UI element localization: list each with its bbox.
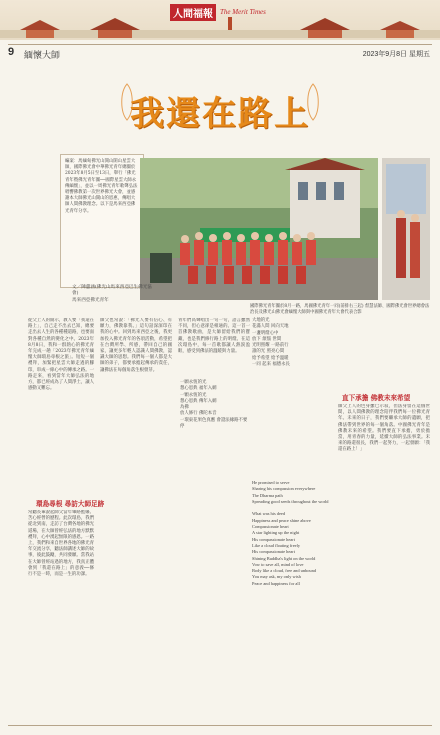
poem-en-line: Compassionate heart bbox=[252, 524, 289, 530]
article-column-1: 從父上人的開示，教人要「我還在路上」，自己走不出去已知，總要走出去人生的各種種道路，也要面對各種自然的變化之中。2023年8月8日，我和一群熱心的佛光青年完成一趟「2023年佛光青年緬懷大師環島尋根之旅」。短短一個禮拜，加緊把星雲大師走過的腳印，串成一條心中的傳承之路。一路走來，看到當年大師弘法的地方，都已經成為了人間淨土，讓人感動又難忘。 bbox=[28, 318, 94, 392]
poem-line: 光明照耀 一路前行 bbox=[252, 343, 289, 349]
side-photo bbox=[382, 158, 430, 300]
poem-en-line: Peace and happiness for all bbox=[252, 580, 300, 586]
poem-chinese-right bbox=[252, 318, 322, 368]
group-photo bbox=[140, 158, 378, 300]
poem-en-line: The Dharma path bbox=[252, 492, 283, 498]
newspaper-logo bbox=[170, 4, 266, 20]
poem-line: 放下 煩惱 世間 bbox=[252, 336, 282, 342]
poem-line: 一顆永恆的光 bbox=[180, 392, 207, 398]
poem-chinese-left bbox=[180, 380, 248, 430]
poem-en-line: Happiness and peace shine above bbox=[252, 517, 311, 523]
article-column-3: 師父也常說：「佛光人要有信心、有願力，佛教靠我。」這句話深深印在我的心中。回到馬來西亞之後，我更加投入佛光青年的各項活動，希望把在台灣所學、所感，帶回自己的國家，讓更多年輕人認識人間佛教，認識大師的思想。我們每一個人都是大師的弟子，都要承擔起傳承的責任，讓佛法在每個角落生根發芽。 bbox=[100, 318, 172, 373]
masthead bbox=[0, 0, 440, 40]
poem-en-line: Shining Buddha's light on the world bbox=[252, 555, 316, 561]
poem-en-line: Spreading good seeds throughout the world bbox=[252, 498, 329, 504]
poem-en-line: Sharing his compassion everywhere bbox=[252, 486, 316, 492]
headline: 我還在路上 bbox=[130, 94, 310, 134]
byline: 文／陳蕙涵(佛光山馬來西亞巴生佛光協會) 馬來西亞佛光青年 bbox=[72, 285, 152, 303]
article-column-5: 師父上人的色身雖已示寂，但法身留在這個世間，以人間佛教的理念陪伴我們每一位佛光青年。未來的日子，我們要繼承大師的遺願，把佛法帶到世界的每一個角落。中國佛光青年是佛教未來的希望。我們要直下承擔，勇於擔當，用青春的力量，延續大師的弘法事業。未來的路還很長，我們一起努力，一起發願：「我還在路上！」 bbox=[338, 404, 430, 453]
header-divider bbox=[8, 44, 432, 45]
poem-line: 一同 起来 福德永長 bbox=[252, 362, 290, 368]
poem-line: 大地的光 bbox=[252, 318, 270, 323]
poem-en-line: His compassionate heart bbox=[252, 549, 295, 555]
poem-line: 放人修行 佛陀本音 bbox=[180, 411, 217, 417]
issue-date: 2023年9月8日 星期五 bbox=[362, 51, 430, 58]
poem-line: 一盞明燈心中 bbox=[252, 330, 279, 336]
page-number: 9 bbox=[8, 46, 15, 58]
poem-en-line: He promised to serve bbox=[252, 480, 290, 485]
subhead-2: 直下承擔 佛教未來希望 bbox=[342, 394, 411, 402]
poem-en-line: His compassionate heart bbox=[252, 536, 295, 542]
poem-line: 想心恩典 傳年入網 bbox=[180, 398, 217, 404]
photo-caption: 國際佛光青年團於8月一路，馬國佛光青年一同(前排右三起) 督慧法師、國際佛光會世界總會法治長及佛光山佛光會緬懷大師與中國佛光青年大會代表合影 bbox=[250, 304, 430, 315]
logo-english: The Merit Times bbox=[220, 8, 266, 16]
poem-en-line: Like a cloud floating freely bbox=[252, 542, 301, 548]
side-photo-illustration bbox=[382, 158, 430, 300]
article-column-2: 常聽長輩說起師父當年篳路藍縷、苦心經營的歷程。此次環島，我們從北到南，走訪了台灣各地的佛光道場，在大師曾經弘法的地方默默禮拜，心中湧起無限的感恩。一路上，我們和來自世界各地的佛光青年交流分享，聽法師講述大師的故事，彼此鼓勵，共同發願。當我站在大師曾經站過的地方，我真正體會到「我還在路上」的意義──修行不是一時，而是一生的功課。 bbox=[28, 510, 94, 578]
poem-en-line: You may ask, my only wish bbox=[252, 574, 301, 580]
poem-en-line: Vow to save all, mind of love bbox=[252, 561, 304, 567]
poem-en-line: Body like a cloud, free and unbound bbox=[252, 568, 317, 574]
poem-english bbox=[252, 480, 330, 587]
article-column-4: 青年們高聲唱出一句一句，語言雖然不同，但心意卻是相通的。這一首一首佛教歌曲，是大師留給我們的寶藏，也是我們修行路上的明燈。在這次環島中，每一首歌都讓人熱淚盈眶，感受到佛法的溫暖與力量。 bbox=[178, 318, 250, 355]
poem-en-line: A star lighting up the night bbox=[252, 530, 300, 536]
logo-chinese: 人間福報 bbox=[170, 4, 216, 21]
poem-line: 花滿人間 回向天地 bbox=[252, 324, 289, 330]
group-photo-illustration bbox=[140, 158, 378, 300]
footer-divider bbox=[8, 725, 432, 726]
lead-paragraph: 編案：馬緬甸佛光山開山開山星雲大師，國際佛光會中華佛光青年總團於2023年8月5日至13日，舉行「佛光青年暨佛光青年團──國際星雲大師永傳緬懷」，並以一周佛光青年歌聲弘法唱響佛教第一次世界佛光大會，並感謝本大師佛光山開山的恩惠，傳唱大師人間佛教理念。以下是馬來西亞佛光青年分享。 bbox=[60, 154, 144, 288]
poem-line: 誰的光 照亮心間 bbox=[252, 349, 285, 355]
poem-line: 為佛 bbox=[180, 405, 189, 411]
poem-line: 一願永恆的光 bbox=[180, 380, 207, 385]
section-name: 緬懷大師 bbox=[24, 51, 61, 61]
headline-decoration-right bbox=[304, 82, 322, 122]
poem-line: 一環東花果色真應 會證法緣路不要停 bbox=[180, 417, 248, 430]
subhead-1: 環島尋根 尋訪大師足跡 bbox=[36, 500, 105, 508]
poem-line: 想心恩典 福年入網 bbox=[180, 386, 217, 392]
poem-en-line: What was his deed bbox=[252, 511, 286, 517]
poem-line: 給予希望 給予溫暖 bbox=[252, 355, 289, 361]
